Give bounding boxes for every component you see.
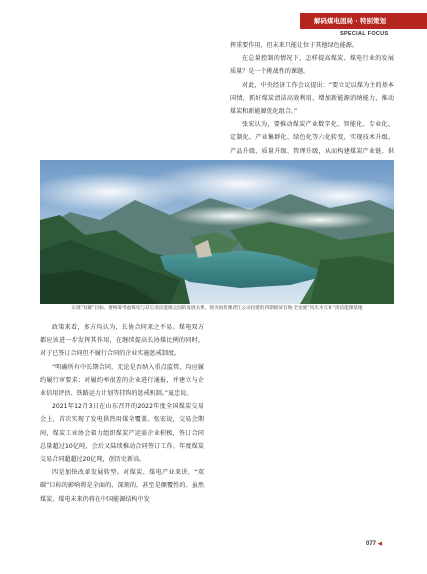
- paragraph: 张宏认为，要推动煤炭产业数字化、智能化、专业化、定制化、产业集群化、绿色化等六化转变，实现技术升级、产品升级、质量升级、管理升级，从而构建煤炭产业链、供: [230, 121, 394, 155]
- paragraph: 挥重要作用，但未来只能让位于其他绿色能源。: [230, 42, 358, 49]
- paragraph: 政策来看，多方均认为，长协合同来之不易。煤电双方都应该进一步发挥其作用，在继续提高长协煤比例的同时，对于已签订合同但不履行合同的企业实施惩戒制度。: [40, 324, 204, 358]
- paragraph: 对此，中央经济工作会议提出：“要立足以煤为主的基本国情，抓好煤炭清洁高效利用，增加新能源消纳能力，推动煤炭和新能源优化组合。”: [230, 81, 394, 116]
- paragraph: 在总量控制的情况下，怎样提高煤炭、煤电行业的发展质量？是一个挑战性的课题。: [230, 55, 394, 76]
- column-english-label: SPECIAL FOCUS: [340, 31, 389, 37]
- photo-caption: 实现“双碳”目标，要统筹考虑煤电与其它清洁能源之间的发展关系，图为国投雅砻江公司投建的四期锦屏官地·全龙底“风光水互补”清洁能源基地: [71, 306, 363, 311]
- column-name: 解码煤电困局 · 特别策划: [314, 17, 386, 25]
- column-header-bar: [300, 13, 427, 29]
- reservoir-mountain-photo: [40, 160, 394, 304]
- triangle-icon: ◀: [378, 541, 382, 547]
- paragraph: 四是加快改革发展转型。对煤炭、煤电产业来讲，“双碳”目标的影响将是全面的、深刻的，甚至是颠覆性的。虽然煤炭、煤电未来仍将在中国能源结构中发: [40, 469, 204, 503]
- page-number-text: 077: [366, 541, 377, 547]
- landscape-illustration: [40, 160, 394, 304]
- paragraph: “明确所有中长期合同，无论是否纳入重点监管，均应履约履行审要求；对履约率很差的企业进行通报，并建立与企业信用评估、铁路运力计划等挂钩的惩戒机制。”夏忠说。: [40, 363, 204, 398]
- article-left-column: [40, 321, 204, 506]
- paragraph: 2021年12月3日在山东召开的2022年度全国煤炭交易会上，首次实现了发电供热用煤全覆盖。张宏说，交易会期间，煤炭工业协会着力组织煤炭产运需企业积极，签订合同总量超过10亿吨，会后又陆续推动合同签订工作，年度煤炭交易合同超超过20亿吨，创历史新高。: [40, 403, 204, 464]
- page-number: [366, 541, 382, 547]
